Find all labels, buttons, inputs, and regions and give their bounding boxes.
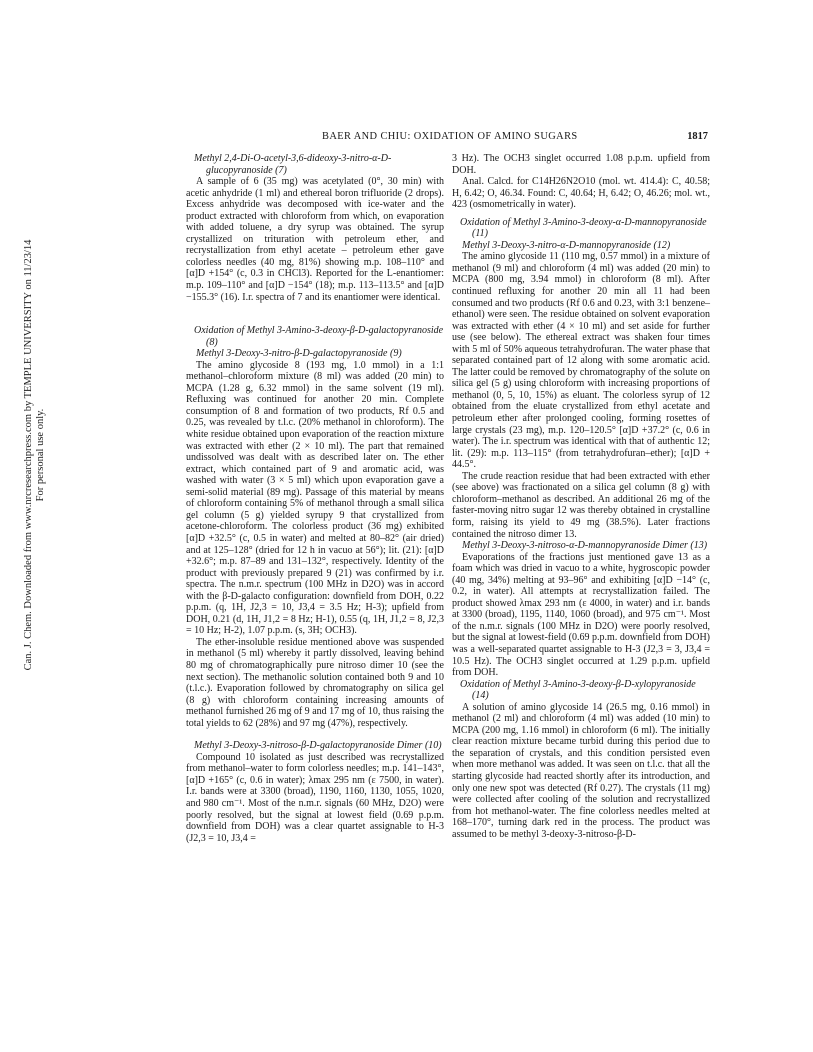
paragraph: The ether-insoluble residue mentioned above was suspended in methanol (5 ml) whereby it partly dissolved, leaving behind 80 mg of chromatographically pure nitroso dimer 10 (see the next section). The methanolic solution contained both 9 and 10 (t.l.c.). Evaporation followed by chromatography on silica gel (8 g) with chloroform containing increasing amounts of methanol furnished 26 mg of 9 and 17 mg of 10, thus raising the total yields to 62 (28%) and 97 mg (47%), respectively.: [186, 636, 444, 729]
paragraph: A solution of amino glycoside 14 (26.5 mg, 0.16 mmol) in methanol (2 ml) and chloroform (4 ml) was added (10 min) to MCPA (200 mg, 1.16 mmol) in chloroform (6 ml). The initially clear reaction mixture became turbid during this period due to the separation of crystals, and this condition persisted even when more methanol was added. It was seen on t.l.c. that all the starting glycoside had reacted shortly after its introduction, and only one new spot was detected (Rf 0.27). The crystals (11 mg) were collected after cooling of the solution and recrystallized from hot methanol-water. The fine colorless needles melted at 168–170°, turning dark red in the process. The product was assumed to be methyl 3-deoxy-3-nitroso-β-D-: [452, 701, 710, 840]
page-number: 1817: [687, 131, 708, 142]
paragraph: A sample of 6 (35 mg) was acetylated (0°, 30 min) with acetic anhydride (1 ml) and ethereal boron trifluoride (2 drops). Excess anhydride was decomposed with ice-water and the product extracted with chloroform from which, on evaporation with added toluene, a dry syrup was obtained. The syrup crystallized on trituration with petroleum ether, and recrystallization from ethyl acetate – petroleum ether gave colorless needles (40 mg, 81%) showing m.p. 108–110° and [α]D +154° (c, 0.3 in CHCl3). Reported for the L-enantiomer: m.p. 109–110° and [α]D −154° (18); m.p. 113–113.5° and [α]D −155.3° (16). I.r. spectra of 7 and its enantiomer were identical.: [186, 176, 444, 303]
download-notice-line1: Can. J. Chem. Downloaded from www.nrcresearchpress.com by TEMPLE UNIVERSITY on 11/23/14: [23, 239, 34, 671]
running-title: BAER AND CHIU: OXIDATION OF AMINO SUGARS: [322, 131, 578, 142]
subsection-heading: Methyl 3-Deoxy-3-nitro-α-D-mannopyranoside (12): [462, 239, 671, 251]
paragraph: The crude reaction residue that had been extracted with ether (see above) was fractionated on a silica gel column (8 g) with chloroform–methanol as described. An additional 26 mg of the faster-moving nitro sugar 12 was thereby obtained in crystalline form, raising its yield to 49 mg (38.5%). Later fractions contained the nitroso dimer 13.: [452, 470, 710, 540]
section-heading: Oxidation of Methyl 3-Amino-3-deoxy-β-D-galactopyranoside (8): [194, 325, 444, 348]
paragraph: Evaporations of the fractions just mentioned gave 13 as a foam which was dried in vacuo to a white, hygroscopic powder (40 mg, 34%) melting at 93–96° and exhibiting [α]D −14° (c, 0.2, in water). All attempts at recrystallization failed. The product showed λmax 293 nm (ε 4000, in water) and i.r. bands at 3300 (broad), 1195, 1140, 1060 (broad), and 975 cm⁻¹. Most of the n.m.r. signals (100 MHz in D2O) were poorly resolved, but the signal at lowest-field (0.69 p.p.m. downfield from DOH) was a well-separated quartet assignable to H-3 (J2,3 = 3, J3,4 = 10.5 Hz). The OCH3 singlet occurred at 1.29 p.p.m. upfield from DOH.: [452, 551, 710, 679]
section-heading: Oxidation of Methyl 3-Amino-3-deoxy-β-D-xylopyranoside (14): [460, 678, 696, 702]
section-heading: Methyl 3-Deoxy-3-nitroso-β-D-galactopyranoside Dimer (10): [194, 740, 442, 752]
section-heading: Oxidation of Methyl 3-Amino-3-deoxy-α-D-mannopyranoside (11): [460, 216, 707, 240]
paragraph: The amino glycoside 8 (193 mg, 1.0 mmol) in a 1:1 methanol–chloroform mixture (8 ml) was added (20 min) to MCPA (1.28 g, 6.32 mmol) in the same solvent (19 ml). Refluxing was continued for another 20 min. Complete consumption of 8 and formation of two products, Rf 0.5 and 0.25, was revealed by t.l.c. (20% methanol in chloroform). The white residue obtained upon evaporation of the reaction mixture was extracted with ether (2 × 10 ml). The part that remained undissolved was dealt with as described later on. The ether extract, which contained part of 9 and aromatic acid, was washed with water (3 × 5 ml) which upon evaporation gave a semi-solid material (89 mg). Passage of this material by means of chloroform containing 5% of methanol through a small silica gel column (5 g) yielded syrupy 9 that crystallized from acetone-chloroform. The colorless product (36 mg) exhibited [α]D +32.5° (c, 0.5 in water) and melted at 80–82° (air dried) and at 125–128° (dried for 12 h in vacuo at 56°); lit. (21): [α]D +32.6°; m.p. 87–89 and 131–132°, respectively. Identity of the product with previously prepared 9 (21) was confirmed by i.r. spectra. The n.m.r. spectrum (100 MHz in D2O) was in accord with the β-D-galacto configuration: downfield from DOH, 0.22 p.p.m. (q, 1H, J2,3 = 10, J3,4 = 3.5 Hz; H-3); upfield from DOH, 0.21 (d, 1H, J1,2 = 8 Hz; H-1), 0.55 (q, 1H, J1,2 = 8, J2,3 = 10 Hz; H-2), 1.07 p.p.m. (s, 3H; OCH3).: [186, 359, 444, 637]
paragraph: 3 Hz). The OCH3 singlet occurred 1.08 p.p.m. upfield from DOH.: [452, 153, 710, 176]
analysis-paragraph: Anal. Calcd. for C14H26N2O10 (mol. wt. 414.4): C, 40.58; H, 6.42; O, 46.34. Found: C, 40.64; H, 6.42; O, 46.26; mol. wt., 423 (osmometrically in water).: [452, 176, 710, 211]
paragraph: Compound 10 isolated as just described was recrystallized from methanol–water to form colorless needles; m.p. 141–143°, [α]D +165° (c, 0.6 in water); λmax 295 nm (ε 7500, in water). I.r. bands were at 3300 (broad), 1190, 1160, 1130, 1055, 1020, and 980 cm⁻¹. Most of the n.m.r. signals (60 MHz, D2O) were poorly resolved, but the signal at lowest field (0.69 p.p.m. downfield from DOH) was a clear quartet assignable to H-3 (J2,3 = 10, J3,4 =: [186, 751, 444, 844]
section-heading: Methyl 2,4-Di-O-acetyl-3,6-dideoxy-3-nitro-α-D-glucopyranoside (7): [194, 153, 392, 176]
subsection-heading: Methyl 3-Deoxy-3-nitro-β-D-galactopyranoside (9): [196, 348, 402, 360]
right-column: [452, 153, 710, 840]
left-column: [186, 153, 444, 844]
download-notice-line2: For personal use only.: [35, 408, 46, 502]
subsection-heading: Methyl 3-Deoxy-3-nitroso-α-D-mannopyranoside Dimer (13): [462, 540, 708, 552]
paragraph: The amino glycoside 11 (110 mg, 0.57 mmol) in a mixture of methanol (9 ml) and chloroform (4 ml) was added (20 min) to MCPA (800 mg, 3.94 mmol) in chloroform (8 ml). After continued refluxing for another 20 min all 11 had been consumed and two products (Rf 0.6 and 0.23, with 3:1 benzene–ethanol) were seen. The residue obtained on solvent evaporation was extracted with ether (4 × 10 ml) and set aside for further use (see below). The ethereal extract was shaken four times with 5 ml of 50% aqueous tetrahydrofuran. The water phase that separated contained part of 12 along with some aromatic acid. The latter could be removed by chromatography of the solute on silica gel (5 g) using chloroform with increasing proportions of methanol (0, 5, 10, 15%) as eluant. The colorless syrup of 12 obtained from the eluate crystallized from ethyl acetate and petroleum ether after prolonged cooling, forming rosettes of large crystals (23 mg), m.p. 120–120.5° [α]D +37.2° (c, 0.6 in water). The i.r. spectrum was identical with that of authentic 12; lit. (29): m.p. 113–115° (from tetrahydrofuran–ether); [α]D + 44.5°.: [452, 251, 711, 471]
download-notice: [23, 220, 47, 690]
download-notice-sidebar: [0, 225, 46, 695]
